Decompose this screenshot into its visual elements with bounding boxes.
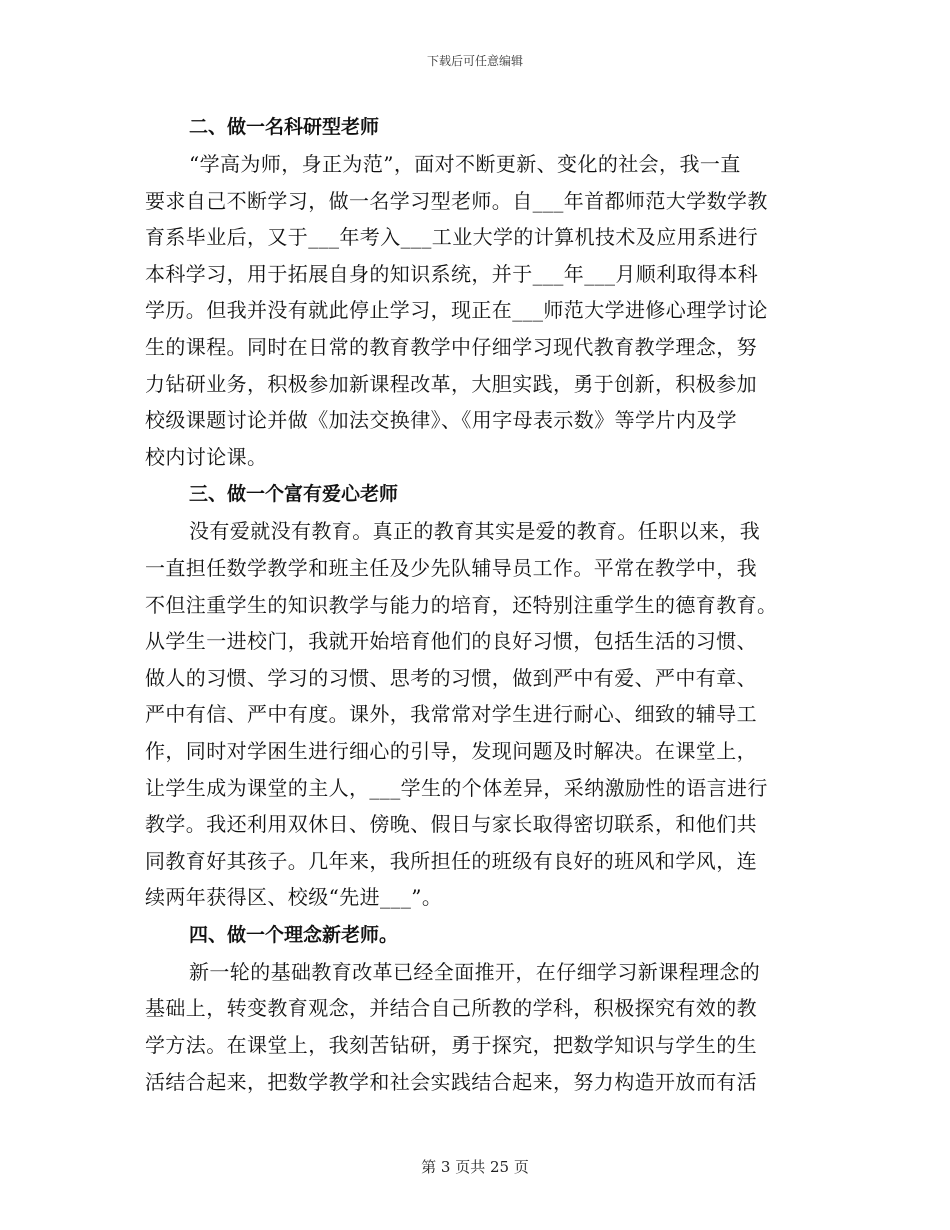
paragraph-line: 基础上，转变教育观念，并结合自己所教的学科，积极探究有效的教	[145, 996, 757, 1021]
paragraph-line: 学方法。在课堂上，我刻苦钻研，勇于探究，把数学知识与学生的生	[145, 1033, 757, 1058]
paragraph-line: 严中有信、严中有度。课外，我常常对学生进行耐心、细致的辅导工	[145, 702, 757, 727]
section-heading: 二、做一名科研型老师	[189, 116, 380, 138]
paragraph-line: 教学。我还利用双休日、傍晚、假日与家长取得密切联系，和他们共	[145, 812, 757, 837]
paragraph-line: 没有爱就没有教育。真正的教育其实是爱的教育。任职以来，我	[189, 519, 761, 544]
paragraph-line: 力钻研业务，积极参加新课程改革，大胆实践，勇于创新，积极参加	[145, 371, 757, 396]
paragraph-line: 生的课程。同时在日常的教育教学中仔细学习现代教育教学理念，努	[145, 334, 757, 359]
paragraph-line: 活结合起来，把数学教学和社会实践结合起来，努力构造开放而有活	[145, 1069, 757, 1094]
paragraph-line: 做人的习惯、学习的习惯、思考的习惯，做到严中有爱、严中有章、	[145, 665, 757, 690]
paragraph-line: 让学生成为课堂的主人，___学生的个体差异，采纳激励性的语言进行	[145, 775, 768, 800]
paragraph-line: “学高为师，身正为范”，面对不断更新、变化的社会，我一直	[189, 152, 741, 176]
paragraph-line: 从学生一进校门，我就开始培育他们的良好习惯，包括生活的习惯、	[145, 629, 757, 654]
paragraph-line: 作，同时对学困生进行细心的引导，发现问题及时解决。在课堂上，	[145, 738, 757, 763]
paragraph-line: 校内讨论课。	[145, 444, 268, 469]
paragraph-line: 新一轮的基础教育改革已经全面推开，在仔细学习新课程理念的	[189, 959, 761, 984]
paragraph-line: 要求自己不断学习，做一名学习型老师。自___年首都师范大学数学教	[145, 188, 768, 213]
page-number-footer: 第 3 页共 25 页	[421, 1158, 529, 1176]
paragraph-line: 校级课题讨论并做《加法交换律》、《用字母表示数》等学片内及学	[145, 408, 737, 433]
section-heading: 三、做一个富有爱心老师	[189, 483, 399, 506]
paragraph-line: 同教育好其孩子。几年来，我所担任的班级有良好的班风和学风，连	[145, 848, 757, 873]
section-heading: 四、做一个理念新老师。	[189, 923, 399, 946]
paragraph-line: 续两年获得区、校级“先进___”。	[145, 885, 443, 910]
paragraph-line: 一直担任数学教学和班主任及少先队辅导员工作。平常在教学中，我	[145, 555, 757, 580]
paragraph-line: 学历。但我并没有就此停止学习，现正在___师范大学进修心理学讨论	[145, 298, 768, 323]
paragraph-line: 不但注重学生的知识教学与能力的培育，还特别注重学生的德育教育。	[145, 592, 778, 617]
page-header-note: 下载后可任意编辑	[426, 54, 523, 68]
paragraph-line: 育系毕业后，又于___年考入___工业大学的计算机技术及应用系进行	[145, 225, 759, 250]
document-body	[145, 108, 805, 1100]
paragraph-line: 本科学习，用于拓展自身的知识系统，并于___年___月顺利取得本科	[145, 261, 759, 286]
